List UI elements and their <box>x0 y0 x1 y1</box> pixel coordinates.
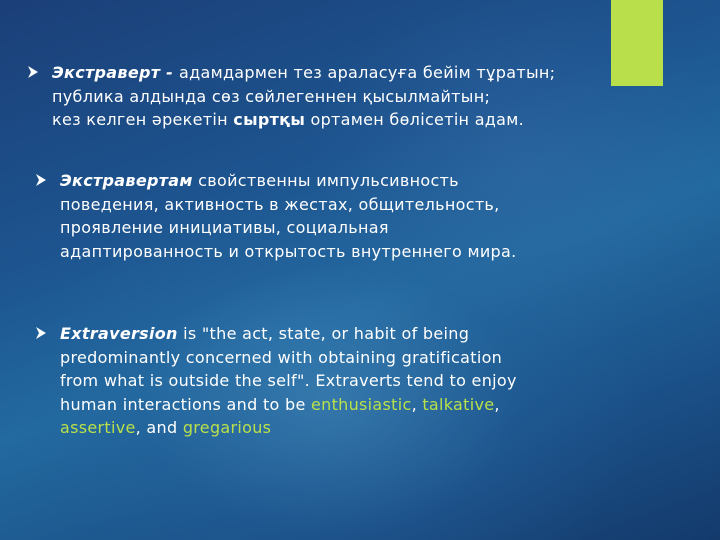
link-talkative[interactable]: talkative <box>422 394 495 414</box>
bullet-text: human interactions and to be <box>60 394 311 414</box>
bullet-extravert-ru <box>60 169 517 263</box>
bullet-line <box>60 169 517 193</box>
separator: , <box>494 394 500 414</box>
bullet-text: поведения, активность в жестах, общительность, <box>60 194 500 214</box>
term-label: Extraversion <box>60 324 178 343</box>
term-label: Экстравертам <box>60 171 193 190</box>
bullet-text: проявление инициативы, социальная <box>60 218 389 237</box>
bullet-text: кез келген әрекетін <box>52 110 234 129</box>
link-assertive[interactable]: assertive <box>60 418 136 437</box>
bullet-text: is "the act, state, or habit of being <box>177 324 470 343</box>
bullet-line <box>52 61 555 85</box>
bullet-line <box>52 108 555 132</box>
arrow-bullet-icon <box>34 326 48 340</box>
bullet-extravert-kz <box>52 61 555 132</box>
link-gregarious[interactable]: gregarious <box>182 418 272 437</box>
bullet-text: predominantly concerned with obtaining gratification <box>60 347 503 367</box>
separator: , and <box>135 418 183 437</box>
bullet-text: свойственны импульсивность <box>192 171 459 190</box>
link-enthusiastic[interactable]: enthusiastic <box>310 394 412 414</box>
bullet-text: from what is outside the self". Extraverts tend to enjoy <box>60 371 517 390</box>
accent-bar <box>611 0 663 86</box>
term-label: Экстраверт - <box>52 63 179 82</box>
bullet-line <box>60 416 517 440</box>
bullet-extraversion-en <box>60 322 517 440</box>
bullet-text: адамдармен тез араласуға бейім тұратын; <box>179 63 556 82</box>
arrow-bullet-icon <box>26 65 40 79</box>
bullet-text: ортамен бөлісетін адам. <box>305 110 525 129</box>
bullet-line <box>60 393 517 417</box>
bold-word: сыртқы <box>233 110 306 129</box>
bullet-line <box>60 322 517 346</box>
bullet-text: адаптированность и открытость внутреннего мира. <box>60 241 517 261</box>
arrow-bullet-icon <box>34 173 48 187</box>
bullet-text: публика алдында сөз сөйлегеннен қысылмайтын; <box>52 86 491 106</box>
separator: , <box>411 394 423 414</box>
